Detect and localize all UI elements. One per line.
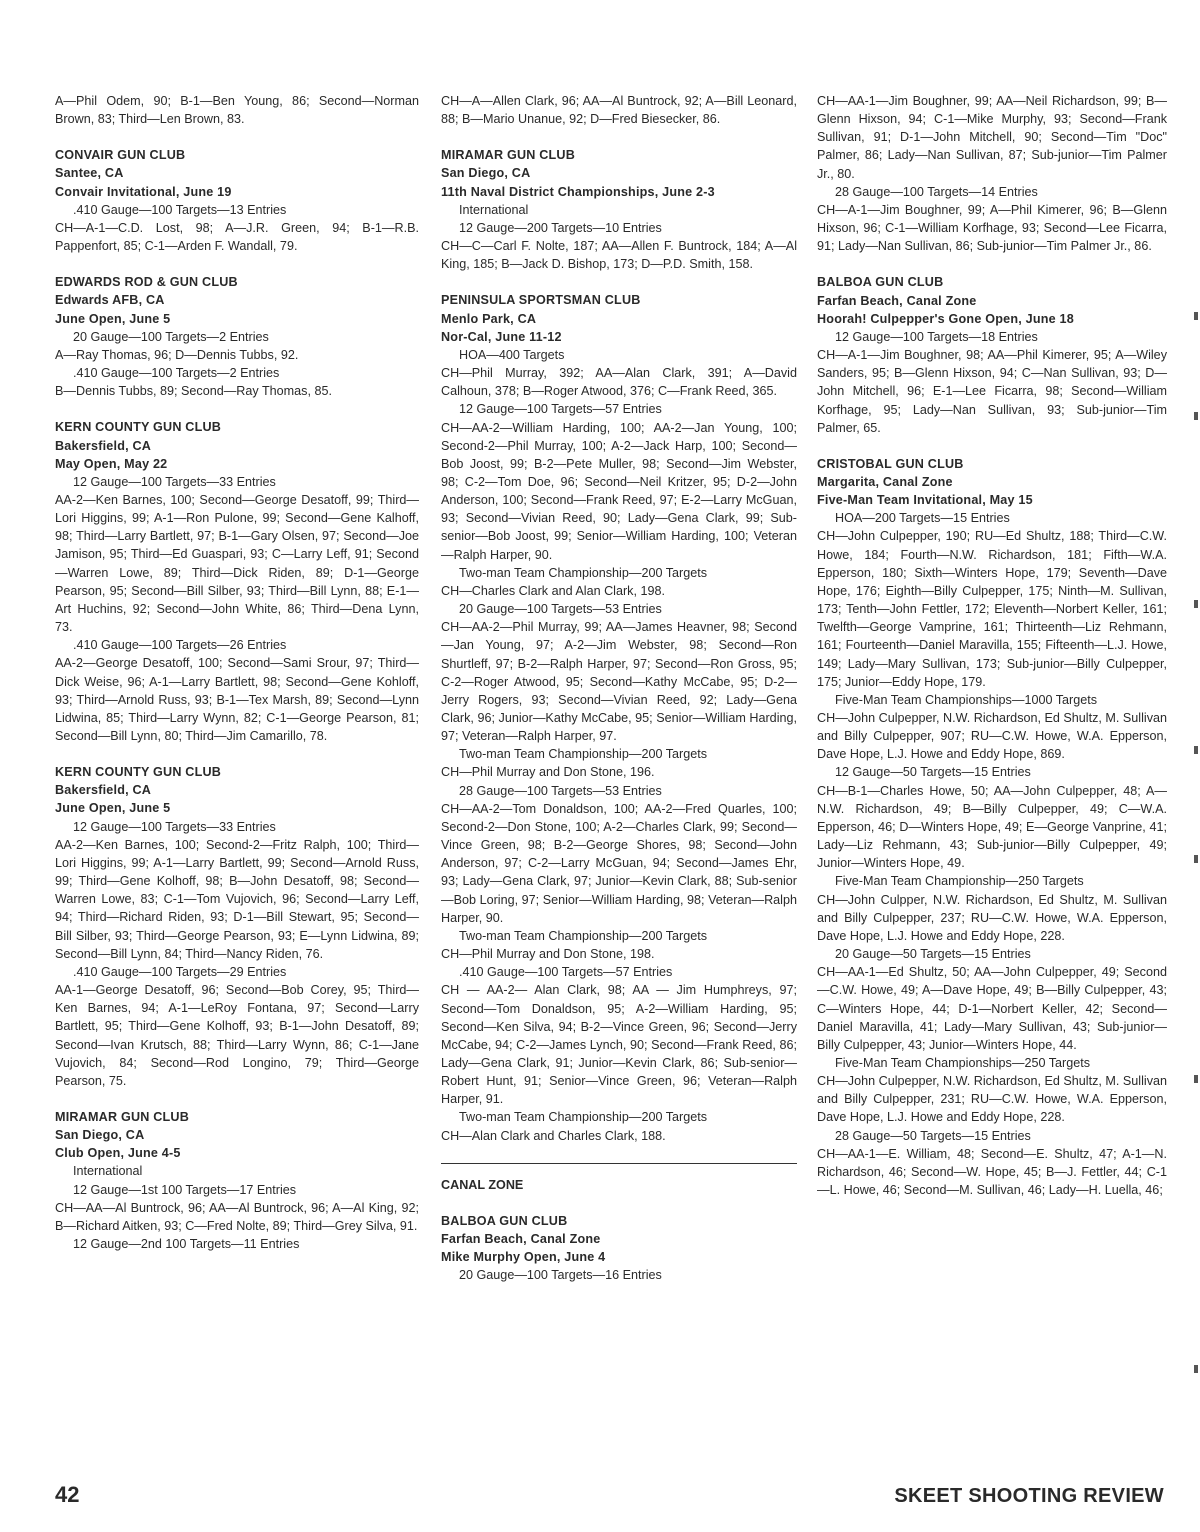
section-heading: June Open, June 5 (55, 801, 171, 816)
results-paragraph: CH—AA-2—Phil Murray, 99; AA—James Heavner, 98; Second—Jan Young, 97; A-2—Jim Webster, 98; Second—Ron Shurtleff, 97; B-2—Ralph Harper, 97; Second—Ron Gross, 95; C-2—Roger Atwood, 95; Second—Kathy McCabe, 95; D-2—Jerry Rogers, 93; Second—Vivian Reed, 92; Lady—Gena Clark, 96; Junior—Kathy McCabe, 95; Senior—William Harding, 97; Veteran—Ralph Harper, 97. (441, 620, 797, 744)
section-heading: Margarita, Canal Zone (817, 474, 953, 489)
section-heading: KERN COUNTY GUN CLUB (55, 420, 222, 435)
section-heading: Farfan Beach, Canal Zone (817, 293, 977, 308)
section-heading: Santee, CA (55, 166, 124, 181)
section-heading: EDWARDS ROD & GUN CLUB (55, 275, 238, 290)
results-paragraph: CH—John Culpepper, N.W. Richardson, Ed Shultz, M. Sullivan and Billy Culpepper, 907; RU—C.W. Howe, W.A. Epperson, Dave Hope, L.J. Howe and Eddy Hope, 869. (817, 711, 1167, 762)
results-paragraph: CH—Charles Clark and Alan Clark, 198. (441, 583, 665, 598)
results-paragraph: AA-2—Ken Barnes, 100; Second—George Desatoff, 99; Third—Lori Higgins, 99; A-1—Ron Pulone, 99; Second—Gene Kalhoff, 98; Third—Larry Bartlett, 97; B-1—Gary Olsen, 97; Second—Joe Jamison, 95; Third—Ed Guaspari, 93; C—Larry Leff, 91; Second—Warren Lowe, 89; Third—Dick Riden, 89; D-1—George Pearson, 95; Second—Bill Silber, 93; Third—Bill Lynn, 88; E-1—Art Huchins, 92; Second—John White, 86; Third—Dena Lynn, 73. (55, 492, 419, 635)
event-subheading: 28 Gauge—50 Targets—15 Entries (835, 1128, 1031, 1143)
section-heading: MIRAMAR GUN CLUB (55, 1109, 190, 1124)
results-paragraph: CH—Alan Clark and Charles Clark, 188. (441, 1128, 666, 1143)
event-subheading: 12 Gauge—200 Targets—10 Entries (459, 220, 662, 235)
event-subheading: .410 Gauge—100 Targets—57 Entries (459, 965, 673, 980)
section-heading: CRISTOBAL GUN CLUB (817, 456, 964, 471)
column-middle (441, 92, 797, 1285)
results-paragraph: AA-2—Ken Barnes, 100; Second-2—Fritz Ralph, 100; Third—Lori Higgins, 99; A-1—Larry Bartlett, 99; Second—Arnold Russ, 99; Third—Gene Kolhoff, 98; B—John Desatoff, 98; Second—Warren Lowe, 83; C-1—Tom Vujovich, 96; Second—Larry Leff, 94; Third—Richard Riden, 93; D-1—Bill Stewart, 95; Second—Bill Silber, 93; Third—George Pearson, 93; E—Lynn Lidwina, 89; Second—Bill Lynn, 84; Third—Nancy Riden, 76. (55, 837, 419, 961)
section-heading: BALBOA GUN CLUB (817, 275, 944, 290)
results-paragraph: CH—AA-2—Tom Donaldson, 100; AA-2—Fred Quarles, 100; Second-2—Don Stone, 100; A-2—Charles Clark, 99; Second—Vince Green, 98; B-2—George Shores, 98; Second—John Anderson, 97; C-2—Larry McGuan, 94; Second—James Ehr, 93; Lady—Gena Clark, 97; Junior—Kevin Clark, 88; Sub-senior—Bob Loring, 97; Senior—William Harding, 98; Veteran—Ralph Harper, 90. (441, 801, 797, 925)
column-right (817, 92, 1167, 1199)
section-heading: PENINSULA SPORTSMAN CLUB (441, 293, 641, 308)
event-subheading: .410 Gauge—100 Targets—26 Entries (73, 638, 287, 653)
event-subheading: Two-man Team Championship—200 Targets (459, 1110, 708, 1125)
section-heading: Hoorah! Culpepper's Gone Open, June 18 (817, 311, 1074, 326)
results-paragraph: CH—Phil Murray and Don Stone, 196. (441, 765, 655, 780)
section-heading: MIRAMAR GUN CLUB (441, 148, 576, 163)
results-paragraph: CH—A—Allen Clark, 96; AA—Al Buntrock, 92; A—Bill Leonard, 88; B—Mario Unanue, 92; D—Fred Biesecker, 86. (441, 94, 797, 127)
edge-mark (1194, 600, 1198, 608)
event-subheading: 20 Gauge—100 Targets—53 Entries (459, 602, 662, 617)
event-subheading: 20 Gauge—100 Targets—2 Entries (73, 329, 269, 344)
section-heading: Club Open, June 4-5 (55, 1146, 181, 1161)
event-subheading: Five-Man Team Championships—250 Targets (835, 1055, 1091, 1070)
event-subheading: International (73, 1164, 143, 1179)
section-heading: Mike Murphy Open, June 4 (441, 1250, 606, 1265)
event-subheading: 28 Gauge—100 Targets—14 Entries (835, 184, 1038, 199)
results-paragraph: CH—A-1—C.D. Lost, 98; A—J.R. Green, 94; B-1—R.B. Pappenfort, 85; C-1—Arden F. Wandall, 79. (55, 220, 419, 254)
results-paragraph: CH—Phil Murray, 392; AA—Alan Clark, 391; A—David Calhoun, 378; B—Roger Atwood, 376; C—Frank Reed, 365. (441, 366, 797, 399)
section-heading: Bakersfield, CA (55, 783, 152, 798)
event-subheading: 12 Gauge—100 Targets—18 Entries (835, 329, 1038, 344)
section-heading: Five-Man Team Invitational, May 15 (817, 493, 1033, 508)
results-paragraph: A—Ray Thomas, 96; D—Dennis Tubbs, 92. (55, 347, 299, 362)
event-subheading: Five-Man Team Championships—1000 Targets (835, 692, 1098, 707)
results-paragraph: CH—A-1—Jim Boughner, 98; AA—Phil Kimerer, 95; A—Wiley Sanders, 95; B—Glenn Hixson, 94; C—Nan Sullivan, 93; D—John Mitchell, 96; E-1—Lee Ficarra, 98; Second—William Korfhage, 95; Lady—Nan Sullivan, 93; Sub-junior—Tim Palmer, 65. (817, 348, 1167, 435)
results-paragraph: CH—B-1—Charles Howe, 50; AA—John Culpepper, 48; A—N.W. Richardson, 49; B—Billy Culpepper, 49; C—W.A. Epperson, 46; D—Winters Hope, 49; E—George Vanprine, 41; Lady—Liz Rehmann, 43; Sub-junior—Billy Culpepper, 49; Junior—Winters Hope, 49. (817, 783, 1167, 871)
section-heading: BALBOA GUN CLUB (441, 1213, 568, 1228)
spacer (55, 745, 419, 763)
spacer (441, 273, 797, 291)
section-heading: 11th Naval District Championships, June 2-3 (441, 184, 715, 199)
results-paragraph: CH—AA-1—Jim Boughner, 99; AA—Neil Richardson, 99; B—Glenn Hixson, 94; C-1—Mike Murphy, 93; Second—Frank Sullivan, 91; D-1—John Mitchell, 90; Second—Tim "Doc" Palmer, 86; Lady—Nan Sullivan, 87; Sub-junior—Tim Palmer Jr., 80. (817, 94, 1167, 181)
edge-mark (1194, 412, 1198, 420)
event-subheading: Two-man Team Championship—200 Targets (459, 747, 708, 762)
event-subheading: .410 Gauge—100 Targets—13 Entries (73, 202, 287, 217)
event-subheading: HOA—400 Targets (459, 347, 565, 362)
section-heading: Nor-Cal, June 11-12 (441, 329, 562, 344)
event-subheading: 12 Gauge—100 Targets—33 Entries (73, 819, 276, 834)
results-paragraph: CH—C—Carl F. Nolte, 187; AA—Allen F. Buntrock, 184; A—Al King, 185; B—Jack D. Bishop, 173; D—P.D. Smith, 158. (441, 239, 797, 272)
spacer (817, 437, 1167, 455)
results-paragraph: A—Phil Odem, 90; B-1—Ben Young, 86; Second—Norman Brown, 83; Third—Len Brown, 83. (55, 94, 419, 127)
section-heading: Convair Invitational, June 19 (55, 184, 232, 199)
results-paragraph: CH—A-1—Jim Boughner, 99; A—Phil Kimerer, 96; B—Glenn Hixson, 96; C-1—William Korfhage, 93; Second—Lee Ficarra, 91; Lady—Nan Sullivan, 86; Sub-junior—Tim Palmer Jr., 86. (817, 202, 1167, 254)
page-number: 42 (55, 1482, 80, 1507)
region-heading: CANAL ZONE (441, 1163, 797, 1194)
event-subheading: 12 Gauge—100 Targets—33 Entries (73, 474, 276, 489)
results-paragraph: CH—Phil Murray and Don Stone, 198. (441, 947, 655, 962)
spacer (55, 128, 419, 146)
event-subheading: HOA—200 Targets—15 Entries (835, 511, 1010, 526)
spacer (441, 128, 797, 146)
results-paragraph: CH—AA-2—William Harding, 100; AA-2—Jan Young, 100; Second-2—Phil Murray, 100; A-2—Jack Harp, 100; Second—Bob Joost, 99; B-2—Pete Muller, 98; Second—Jim Webster, 98; C-2—Tom Doe, 96; Second—Neil Kritzer, 95; D-2—John Anderson, 100; Second—Frank Reed, 97; E-2—Larry McGuan, 93; Second—Vivian Reed, 90; Lady—Gena Clark, 99; Sub-senior—Bob Joost, 99; Senior—William Harding, 100; Veteran—Ralph Harper, 90. (441, 420, 797, 562)
section-heading: Edwards AFB, CA (55, 293, 165, 308)
results-paragraph: CH—AA-1—E. William, 48; Second—E. Shultz, 47; A-1—N. Richardson, 46; Second—W. Hope, 45; B—J. Fettler, 44; C-1—L. Howe, 46; Second—M. Sullivan, 46; Lady—H. Luella, 46; (817, 1146, 1167, 1198)
section-heading: San Diego, CA (441, 166, 531, 181)
edge-mark (1194, 746, 1198, 754)
section-heading: Bakersfield, CA (55, 438, 152, 453)
edge-mark (1194, 312, 1198, 320)
event-subheading: .410 Gauge—100 Targets—2 Entries (73, 366, 280, 381)
event-subheading: International (459, 202, 529, 217)
event-subheading: 12 Gauge—1st 100 Targets—17 Entries (73, 1182, 297, 1197)
event-subheading: 12 Gauge—50 Targets—15 Entries (835, 765, 1031, 780)
event-subheading: 12 Gauge—2nd 100 Targets—11 Entries (73, 1237, 300, 1252)
event-subheading: Two-man Team Championship—200 Targets (459, 928, 708, 943)
spacer (55, 255, 419, 273)
results-paragraph: CH—John Culpepper, N.W. Richardson, Ed Shultz, M. Sullivan and Billy Culpepper, 231; RU—C.W. Howe, W.A. Epperson, Dave Hope, L.J. Howe and Eddy Hope, 228. (817, 1074, 1167, 1125)
edge-mark (1194, 1365, 1198, 1373)
event-subheading: Five-Man Team Championship—250 Targets (835, 874, 1084, 889)
results-paragraph: AA-2—George Desatoff, 100; Second—Sami Srour, 97; Third—Dick Weise, 96; A-1—Larry Bartlett, 98; Second—Gene Kohloff, 93; Third—Arnold Russ, 93; B-1—Tex Marsh, 89; Second—Lynn Lidwina, 85; Third—Larry Wynn, 82; C-1—George Pearson, 81; Second—Bill Lynn, 80; Third—Jim Camarillo, 78. (55, 656, 419, 743)
section-heading: CONVAIR GUN CLUB (55, 148, 186, 163)
spacer (55, 400, 419, 418)
spacer (817, 255, 1167, 273)
event-subheading: 20 Gauge—100 Targets—16 Entries (459, 1268, 662, 1283)
section-heading: Menlo Park, CA (441, 311, 537, 326)
results-paragraph: CH—John Culpper, N.W. Richardson, Ed Shultz, M. Sullivan and Billy Culpepper, 237; RU—C.W. Howe, W.A. Epperson, Dave Hope, L.J. Howe and Eddy Hope, 228. (817, 892, 1167, 943)
edge-mark (1194, 855, 1198, 863)
event-subheading: 20 Gauge—50 Targets—15 Entries (835, 947, 1031, 962)
event-subheading: Two-man Team Championship—200 Targets (459, 565, 708, 580)
results-paragraph: CH—AA-1—Ed Shultz, 50; AA—John Culpepper, 49; Second—C.W. Howe, 49; A—Dave Hope, 49; B—Billy Culpepper, 43; C—Winters Hope, 44; D-1—Norbert Keller, 42; Second—Daniel Maravilla, 41; Lady—Mary Sullivan, 43; Sub-junior—Billy Culpepper, 43; Junior—Winters Hope, 44. (817, 965, 1167, 1052)
event-subheading: 12 Gauge—100 Targets—57 Entries (459, 402, 662, 417)
section-heading: San Diego, CA (55, 1128, 145, 1143)
column-left (55, 92, 419, 1253)
section-heading: June Open, June 5 (55, 311, 171, 326)
results-paragraph: B—Dennis Tubbs, 89; Second—Ray Thomas, 85. (55, 384, 332, 399)
event-subheading: .410 Gauge—100 Targets—29 Entries (73, 964, 287, 979)
results-paragraph: AA-1—George Desatoff, 96; Second—Bob Corey, 95; Third—Ken Barnes, 94; A-1—LeRoy Fontana, 97; Second—Larry Bartlett, 95; Third—Gene Kolhoff, 93; B-1—John Desatoff, 89; Second—Ivan Krutsch, 88; Third—Larry Wynn, 86; C-1—Jane Vujovich, 84; Second—Rod Longino, 79; Third—George Pearson, 75. (55, 983, 419, 1088)
edge-mark (1194, 1075, 1198, 1083)
section-heading: Farfan Beach, Canal Zone (441, 1232, 601, 1247)
results-paragraph: CH—AA—Al Buntrock, 96; AA—Al Buntrock, 96; A—Al King, 92; B—Richard Aitken, 93; C—Fred Nolte, 89; Third—Grey Silva, 91. (55, 1200, 419, 1233)
section-heading: KERN COUNTY GUN CLUB (55, 765, 222, 780)
spacer (55, 1090, 419, 1108)
event-subheading: 28 Gauge—100 Targets—53 Entries (459, 783, 662, 798)
results-paragraph: CH—John Culpepper, 190; RU—Ed Shultz, 188; Third—C.W. Howe, 184; Fourth—N.W. Richardson, 181; Fifth—W.A. Epperson, 180; Sixth—Winters Hope, 179; Seventh—Dave Hope, 176; Eighth—Billy Culpepper, 175; Ninth—M. Sullivan, 173; Tenth—John Fettler, 172; Eleventh—Norbert Keller, 161; Twelfth—George Vamprine, 161; Thirteenth—Liz Rehmann, 161; Fourteenth—Daniel Maravilla, 155; Fifteenth—L.J. Howe, 149; Lady—Mary Sullivan, 173; Sub-junior—Billy Culpepper, 175; Junior—Eddy Hope, 179. (817, 529, 1167, 689)
results-paragraph: CH — AA-2— Alan Clark, 98; AA — Jim Humphreys, 97; Second—Tom Donaldson, 95; A-2—William Harding, 95; Second—Ken Silva, 94; B-2—Vince Green, 96; Second—Jerry McCabe, 94; C-2—James Lynch, 90; Second—Frank Reed, 86; Lady—Gena Clark, 91; Junior—Kevin Clark, 86; Sub-senior—Robert Hunt, 91; Senior—Vince Green, 96; Veteran—Ralph Harper, 91. (441, 983, 797, 1107)
section-heading: May Open, May 22 (55, 456, 168, 471)
magazine-title: SKEET SHOOTING REVIEW (894, 1485, 1164, 1507)
